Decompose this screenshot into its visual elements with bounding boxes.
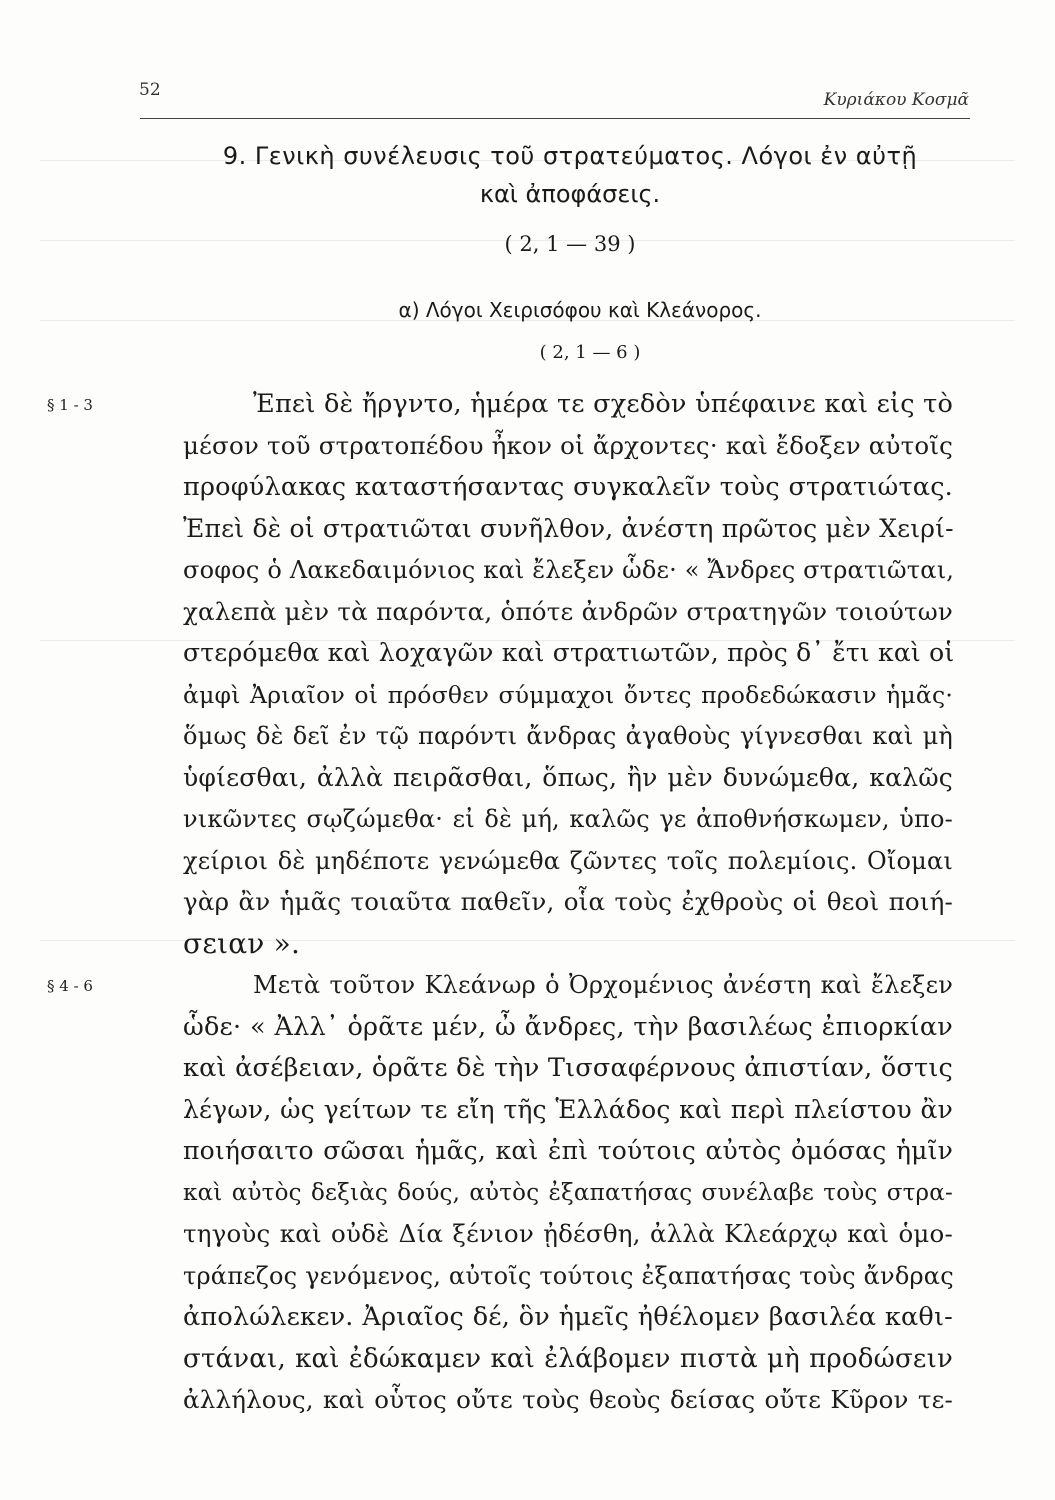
- text-line: προφύλακας καταστήσαντας συγκαλεῖν τοὺς στρατιώτας.: [183, 472, 953, 502]
- running-head: Κυριάκου Κοσμᾶ: [823, 90, 969, 110]
- text-line: ἀμφὶ Ἀριαῖον οἱ πρόσθεν σύμμαχοι ὄντες προδεδώκασιν ἡμᾶς·: [183, 680, 953, 709]
- text-line: λέγων, ὡς γείτων τε εἴη τῆς Ἑλλάδος καὶ περὶ πλείστου ἂν: [183, 1094, 953, 1124]
- text-line: χείριοι δὲ μηδέποτε γενώμεθα ζῶντες τοῖς πολεμίοις. Οἴομαι: [183, 846, 953, 875]
- text-line: ποιήσαιτο σῶσαι ἡμᾶς, καὶ ἐπὶ τούτοις αὐτὸς ὀμόσας ἡμῖν: [183, 1136, 953, 1165]
- text-line: Μετὰ τοῦτον Κλεάνωρ ὁ Ὀρχομένιος ἀνέστη καὶ ἔλεξεν: [253, 971, 953, 999]
- text-line: γὰρ ἂν ἡμᾶς τοιαῦτα παθεῖν, οἷα τοὺς ἐχθροὺς οἱ θεοὶ ποιή-: [183, 887, 953, 916]
- text-line: στερόμεθα καὶ λοχαγῶν καὶ στρατιωτῶν, πρὸς δ᾽ ἔτι καὶ οἱ: [183, 638, 955, 667]
- text-line: ὑφίεσθαι, ἀλλὰ πειρᾶσθαι, ὅπως, ἢν μὲν δυνώμεθα, καλῶς: [183, 762, 953, 792]
- text-line: Ἐπεὶ δὲ ἤργντο, ἡμέρα τε σχεδὸν ὑπέφαινε καὶ εἰς τὸ: [253, 389, 953, 419]
- text-line: καὶ αὐτὸς δεξιὰς δούς, αὐτὸς ἐξαπατήσας συνέλαβε τοὺς στρα-: [183, 1179, 953, 1206]
- text-line: ὧδε· « Ἀλλ᾽ ὁρᾶτε μέν, ὦ ἄνδρες, τὴν βασιλέως ἐπιορκίαν: [183, 1011, 953, 1042]
- chapter-heading-continuation: καὶ ἀποφάσεις.: [479, 180, 661, 208]
- margin-section-ref: § 1 - 3: [47, 396, 93, 414]
- section-heading: α) Λόγοι Χειρισόφου καὶ Κλεάνορος.: [398, 298, 762, 322]
- page-number: 52: [139, 80, 161, 100]
- text-line: Ἐπεὶ δὲ οἱ στρατιῶται συνῆλθον, ἀνέστη πρῶτος μὲν Χειρί-: [183, 513, 954, 543]
- text-line: τράπεζος γενόμενος, αὐτοῖς τούτοις ἐξαπατήσας τοὺς ἄνδρας: [183, 1261, 954, 1290]
- chapter-heading: 9. Γενικὴ συνέλευσις τοῦ στρατεύματος. Λόγοι ἐν αὐτῇ: [222, 142, 918, 170]
- text-line: σειαν ».: [183, 926, 301, 960]
- chapter-reference: ( 2, 1 — 39 ): [504, 232, 636, 256]
- text-line: ὅμως δὲ δεῖ ἐν τῷ παρόντι ἄνδρας ἀγαθοὺς γίγνεσθαι καὶ μὴ: [183, 722, 953, 750]
- text-line: χαλεπὰ μὲν τὰ παρόντα, ὁπότε ἀνδρῶν στρατηγῶν τοιούτων: [183, 596, 953, 626]
- text-line: σοφος ὁ Λακεδαιμόνιος καὶ ἔλεξεν ὧδε· « Ἄνδρες στρατιῶται,: [183, 556, 955, 584]
- text-line: μέσον τοῦ στρατοπέδου ἦκον οἱ ἄρχοντες· καὶ ἔδοξεν αὐτοῖς: [183, 430, 954, 460]
- text-line: στάναι, καὶ ἐδώκαμεν καὶ ἐλάβομεν πιστὰ μὴ προδώσειν: [183, 1343, 953, 1374]
- text-line: ἀπολώλεκεν. Ἀριαῖος δέ, ὃν ἡμεῖς ἠθέλομεν βασιλέα καθι-: [183, 1302, 953, 1332]
- text-line: καὶ ἀσέβειαν, ὁρᾶτε δὲ τὴν Τισσαφέρνους ἀπιστίαν, ὅστις: [183, 1053, 953, 1083]
- text-line: τηγοὺς καὶ οὐδὲ Δία ξένιον ᾐδέσθη, ἀλλὰ Κλεάρχῳ καὶ ὁμο-: [183, 1219, 953, 1248]
- header-rule: [140, 118, 970, 119]
- text-line: νικῶντες σῳζώμεθα· εἰ δὲ μή, καλῶς γε ἀποθνήσκωμεν, ὑπο-: [183, 805, 953, 833]
- text-line: ἀλλήλους, καὶ οὗτος οὔτε τοὺς θεοὺς δείσας οὔτε Κῦρον τε-: [183, 1385, 953, 1414]
- section-reference: ( 2, 1 — 6 ): [539, 342, 641, 363]
- margin-section-ref: § 4 - 6: [47, 977, 93, 995]
